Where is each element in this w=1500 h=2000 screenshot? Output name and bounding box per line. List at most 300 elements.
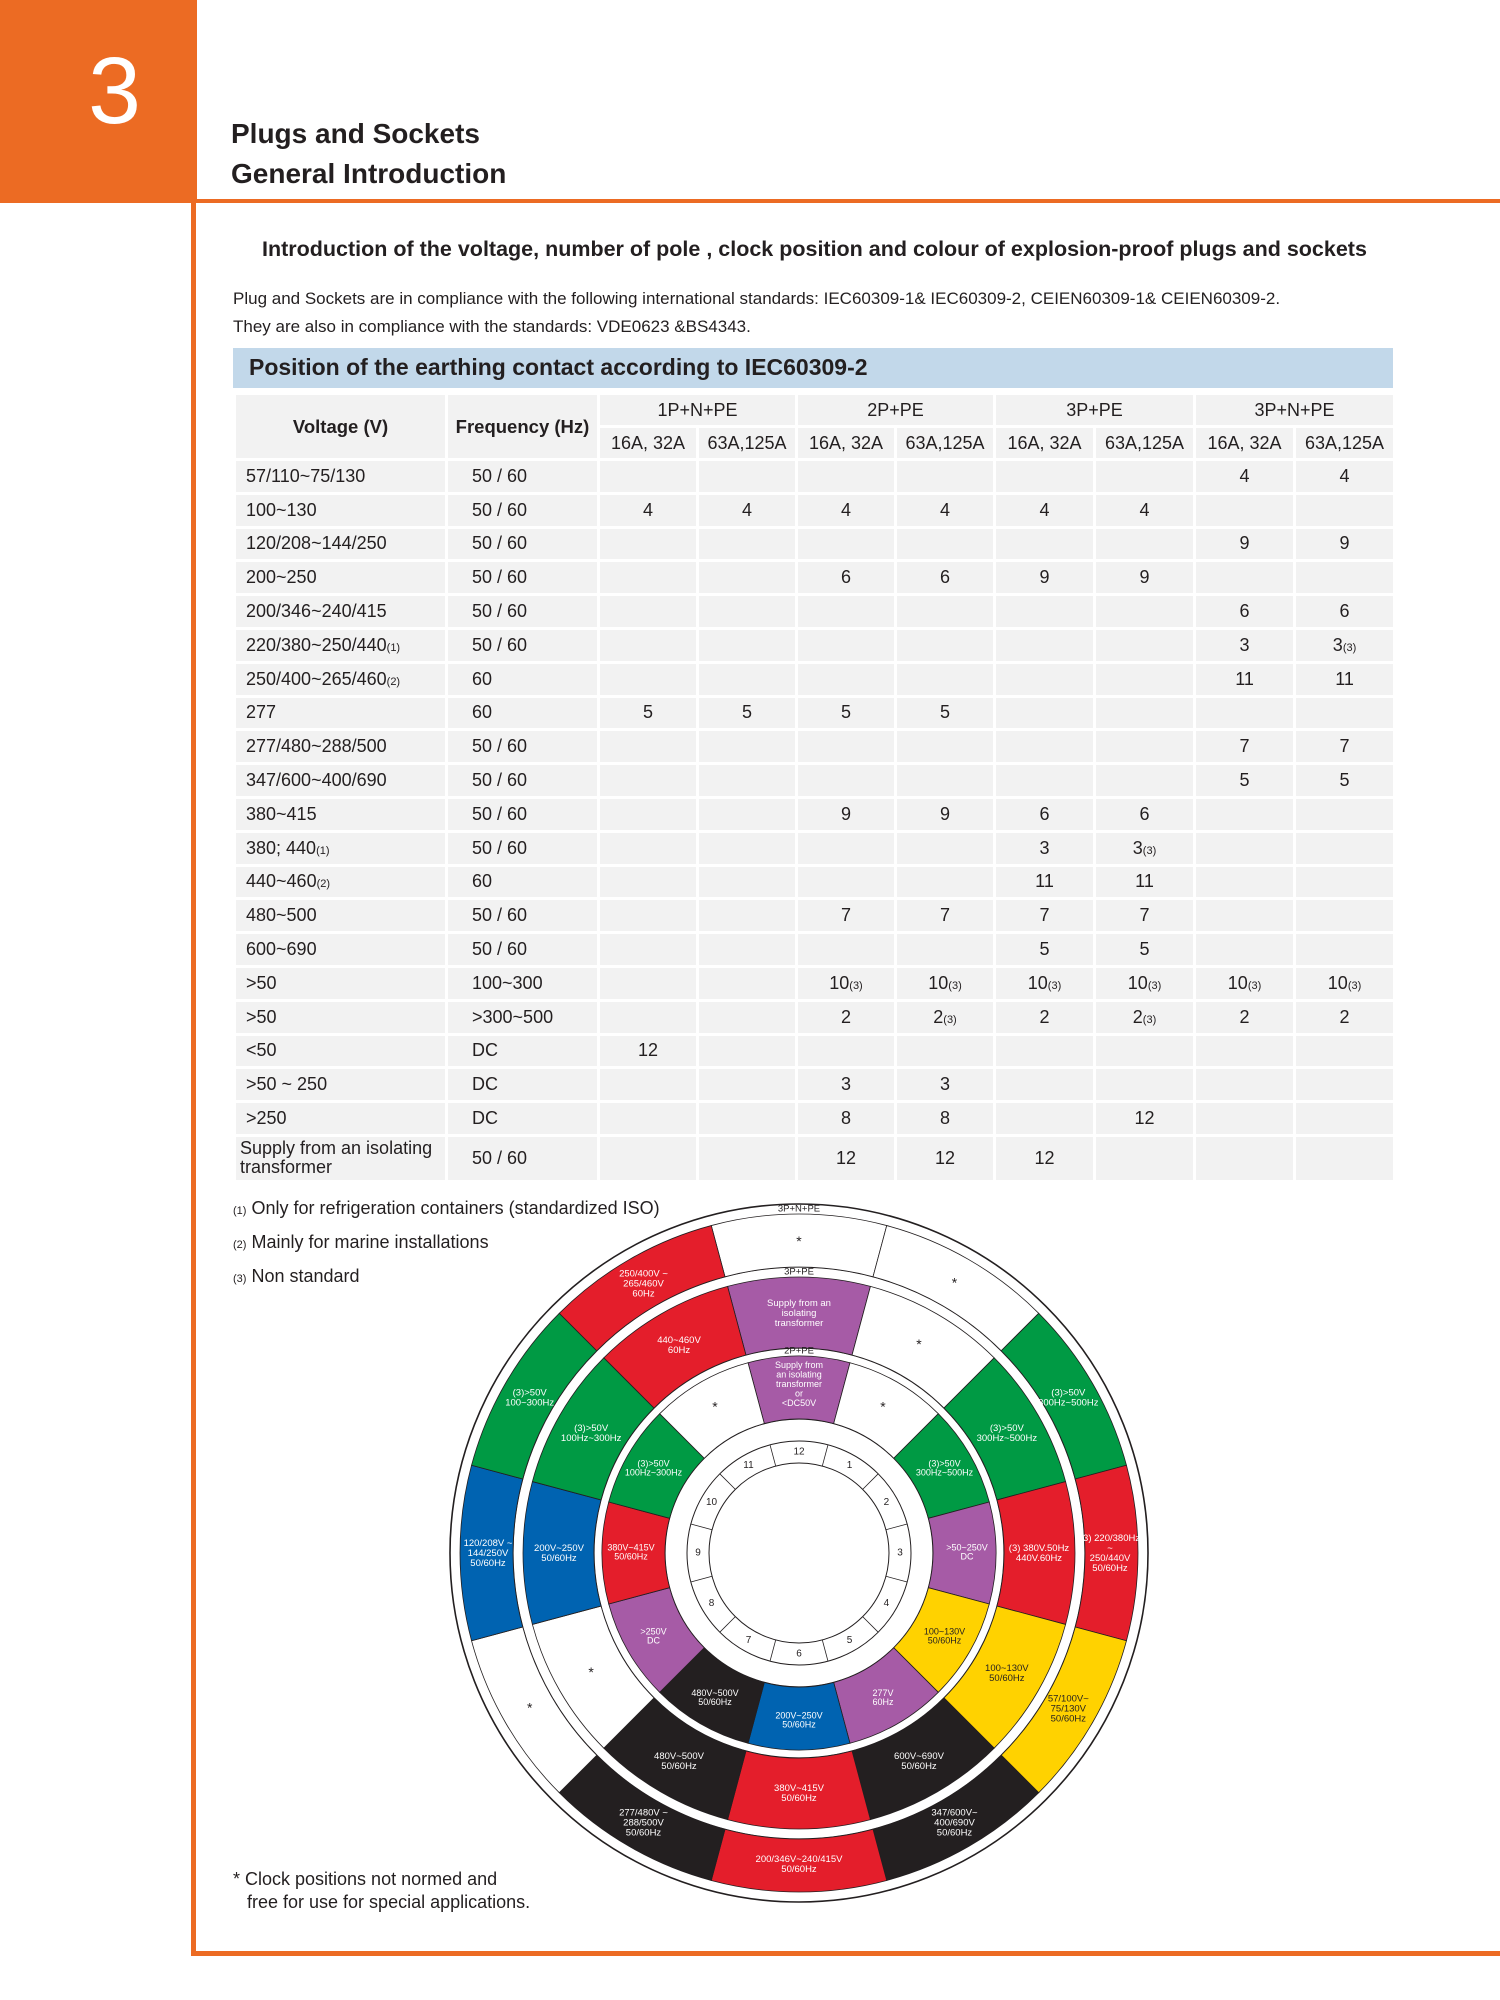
table-row [235,527,1395,561]
table-row [235,1068,1395,1102]
clock-position-cell [896,865,995,899]
clock-position-cell [1095,527,1195,561]
clock-position-cell [599,764,698,798]
clock-position-cell [1295,1102,1395,1136]
clock-position-cell [1295,1135,1395,1181]
wheel-segment-label: 200V~250V 50/60Hz [534,1542,584,1564]
footnote-1: (1) Only for refrigeration containers (standardized ISO) [233,1198,660,1218]
clock-position-cell: 6 [896,561,995,595]
wheel-segment-label: * [588,1663,594,1680]
clock-position-cell [797,595,896,629]
wheel-ring-label: 2P+PE [784,1345,814,1357]
page-subtitle: General Introduction [231,158,507,189]
clock-position-cell: 2(3) [1095,1000,1195,1034]
clock-position-cell: 3 [797,1068,896,1102]
clock-position-cell [599,966,698,1000]
table-row [235,460,1395,494]
clock-position-cell: 5 [1195,764,1295,798]
clock-position-cell [896,764,995,798]
voltage-cell: 347/600~400/690 [235,764,447,798]
clock-position-cell [698,730,797,764]
clock-position-cell [698,527,797,561]
pole-group-header: 1P+N+PE [599,394,797,427]
wheel-segment-label: * [526,1699,533,1716]
clock-position-cell [1295,933,1395,967]
clock-center [709,1463,889,1643]
voltage-cell: <50 [235,1034,447,1068]
intro-heading: Introduction of the voltage, number of pole , clock position and colour of explosion-proof plugs and sockets [262,237,1367,261]
wheel-segment-label: >50~250V DC [946,1542,988,1563]
clock-position-cell [1095,730,1195,764]
current-rating-header: 63A,125A [896,427,995,460]
clock-number: 6 [796,1648,802,1660]
clock-position-cell [698,1102,797,1136]
table-row [235,831,1395,865]
clock-position-cell [896,730,995,764]
wheel-segment-label: 480V~500V 50/60Hz [654,1750,704,1772]
clock-position-cell: 2 [1195,1000,1295,1034]
clock-position-cell: 9 [1295,527,1395,561]
clock-position-cell [1095,662,1195,696]
voltage-column-header: Voltage (V) [235,394,447,460]
clock-position-cell [1195,1135,1295,1181]
clock-position-cell [599,460,698,494]
current-rating-header: 16A, 32A [599,427,698,460]
clock-position-cell [995,1034,1095,1068]
intro-paragraph-line-2: They are also in compliance with the standards: VDE0623 &BS4343. [233,317,751,336]
clock-position-cell: 9 [896,797,995,831]
voltage-cell: 440~460(2) [235,865,447,899]
page-title: Plugs and Sockets [231,118,480,149]
clock-position-cell [599,933,698,967]
clock-position-cell [1195,1102,1295,1136]
clock-position-cell: 2 [797,1000,896,1034]
wheel-segment-label: 200V~250V 50/60Hz [775,1710,823,1731]
voltage-cell: 250/400~265/460(2) [235,662,447,696]
current-rating-header: 63A,125A [1095,427,1195,460]
wheel-segment-label: (3)>50V 300Hz~500Hz [915,1458,974,1479]
clock-position-cell [599,561,698,595]
clock-number: 4 [883,1598,890,1610]
clock-position-cell [599,730,698,764]
clock-position-cell: 11 [995,865,1095,899]
clock-position-cell: 2(3) [896,1000,995,1034]
wheel-ring-label: 3P+PE [784,1266,814,1278]
wheel-segment-label: * [916,1335,922,1352]
clock-position-cell: 6 [1295,595,1395,629]
clock-position-cell [896,460,995,494]
table-row [235,730,1395,764]
clock-position-cell: 4 [896,493,995,527]
clock-position-cell [698,595,797,629]
clock-position-cell [995,730,1095,764]
clock-position-cell [599,1102,698,1136]
wheel-segment-label: 100~130V 50/60Hz [985,1662,1029,1684]
clock-position-cell: 4 [1295,460,1395,494]
clock-position-cell [599,1135,698,1181]
clock-position-cell: 7 [1295,730,1395,764]
clock-position-cell: 12 [1095,1102,1195,1136]
clock-position-cell: 5 [1095,933,1195,967]
table-row [235,696,1395,730]
wheel-segment-label: (3) 380V.50Hz 440V.60Hz [1008,1542,1070,1564]
clock-position-cell: 10(3) [896,966,995,1000]
clock-position-cell: 5 [698,696,797,730]
clock-position-cell: 4 [1095,493,1195,527]
clock-position-cell [995,1068,1095,1102]
clock-position-cell [1195,797,1295,831]
clock-position-cell [797,764,896,798]
clock-position-cell [599,662,698,696]
frequency-cell: 50 / 60 [447,899,599,933]
clock-position-cell [698,899,797,933]
clock-position-cell [797,865,896,899]
clock-number: 5 [846,1635,853,1647]
wheel-segment-label: Supply from an isolating transformer [767,1297,831,1329]
wheel-segment-label: 250/400V ~ 265/460V 60Hz [619,1268,668,1300]
voltage-cell: 600~690 [235,933,447,967]
current-rating-header: 63A,125A [1295,427,1395,460]
clock-position-cell: 7 [1195,730,1295,764]
clock-position-cell: 12 [797,1135,896,1181]
voltage-cell: >250 [235,1102,447,1136]
clock-position-cell [698,933,797,967]
clock-position-cell [599,1068,698,1102]
clock-position-cell: 3(3) [1095,831,1195,865]
clock-position-cell [1095,1034,1195,1068]
table-row [235,561,1395,595]
voltage-cell: 380~415 [235,797,447,831]
voltage-cell: 57/110~75/130 [235,460,447,494]
wheel-segment-label: * [951,1274,958,1291]
current-rating-header: 63A,125A [698,427,797,460]
clock-position-cell [797,933,896,967]
clock-position-cell [896,527,995,561]
earthing-position-table [233,392,1396,1183]
clock-position-cell [1295,493,1395,527]
clock-position-cell [797,831,896,865]
voltage-cell: 380; 440(1) [235,831,447,865]
footnote-2: (2) Mainly for marine installations [233,1232,489,1252]
clock-position-cell [1295,831,1395,865]
voltage-cell: >50 [235,966,447,1000]
table-row [235,966,1395,1000]
clock-position-cell [995,1102,1095,1136]
clock-number: 7 [745,1635,752,1647]
current-rating-header: 16A, 32A [797,427,896,460]
clock-position-cell [1095,628,1195,662]
clock-position-cell: 9 [1195,527,1295,561]
wheel-segment-label: 440~460V 60Hz [657,1334,701,1356]
table-row [235,1135,1395,1181]
clock-position-cell [1095,764,1195,798]
clock-position-cell [896,933,995,967]
clock-position-cell [698,628,797,662]
clock-position-cell [1195,865,1295,899]
clock-position-cell [1295,561,1395,595]
frequency-cell: DC [447,1102,599,1136]
clock-position-cell [698,831,797,865]
clock-position-cell [797,527,896,561]
table-row [235,797,1395,831]
table-row [235,933,1395,967]
frequency-cell: 50 / 60 [447,831,599,865]
clock-position-cell: 7 [797,899,896,933]
voltage-cell: 200~250 [235,561,447,595]
clock-position-cell [599,797,698,831]
clock-position-cell [995,595,1095,629]
clock-position-cell: 12 [995,1135,1095,1181]
clock-position-cell: 3 [896,1068,995,1102]
clock-position-cell: 9 [995,561,1095,595]
clock-position-cell: 7 [896,899,995,933]
clock-position-cell [698,797,797,831]
clock-position-cell: 3(3) [1295,628,1395,662]
frequency-cell: 50 / 60 [447,1135,599,1181]
wheel-segment-label: 100~130V 50/60Hz [923,1626,966,1647]
clock-position-cell [896,662,995,696]
clock-position-cell: 7 [1095,899,1195,933]
clock-position-cell: 9 [1095,561,1195,595]
frequency-cell: DC [447,1034,599,1068]
clock-position-cell [995,628,1095,662]
clock-position-cell: 8 [896,1102,995,1136]
clock-position-cell [1295,797,1395,831]
clock-position-cell [995,696,1095,730]
wheel-segment-label: * [796,1232,802,1249]
clock-position-cell [797,730,896,764]
clock-position-cell [1095,460,1195,494]
voltage-cell: 200/346~240/415 [235,595,447,629]
frequency-cell: 50 / 60 [447,628,599,662]
clock-position-cell [1195,831,1295,865]
clock-position-cell [1095,595,1195,629]
frequency-cell: 60 [447,662,599,696]
wheel-segment-label: 277V 60Hz [872,1688,894,1708]
voltage-cell: 100~130 [235,493,447,527]
clock-position-cell [896,628,995,662]
clock-number: 8 [708,1598,715,1610]
clock-position-cell [1095,696,1195,730]
section-header [233,348,1393,388]
frequency-cell: 50 / 60 [447,730,599,764]
clock-position-cell [1195,696,1295,730]
clock-position-cell: 6 [1095,797,1195,831]
clock-position-cell [599,527,698,561]
table-row [235,1000,1395,1034]
wheel-segment-label: Supply from an isolating transformer or <DC50V [774,1360,824,1409]
clock-position-cell [1095,1068,1195,1102]
frequency-cell: 50 / 60 [447,797,599,831]
clock-position-cell [1295,1068,1395,1102]
clock-position-cell [995,460,1095,494]
clock-position-cell [1195,933,1295,967]
clock-position-cell [1195,899,1295,933]
clock-number: 2 [883,1497,890,1509]
wheel-segment-label: 277/480V ~ 288/500V 50/60Hz [619,1806,668,1838]
wheel-segment-label: 200/346V~240/415V 50/60Hz [755,1853,843,1875]
wheel-segment-label: 480V~500V 50/60Hz [691,1688,739,1708]
pole-group-header: 3P+N+PE [1195,394,1395,427]
clock-number: 11 [743,1460,754,1472]
voltage-cell: 277 [235,696,447,730]
frequency-cell: 50 / 60 [447,933,599,967]
frequency-cell: >300~500 [447,1000,599,1034]
table-row [235,865,1395,899]
clock-position-cell [698,966,797,1000]
table-row [235,899,1395,933]
clock-position-cell: 10(3) [797,966,896,1000]
voltage-cell: >50 ~ 250 [235,1068,447,1102]
pole-group-header: 3P+PE [995,394,1195,427]
intro-paragraph-line-1: Plug and Sockets are in compliance with the following international standards: IEC60309-1& IEC60309-2, CEIEN60309-1& CEIEN60309-2. [233,289,1281,308]
clock-position-cell [698,865,797,899]
voltage-cell: Supply from an isolating transformer [235,1135,447,1181]
pole-group-header: 2P+PE [797,394,995,427]
wheel-ring-label: 3P+N+PE [777,1203,821,1215]
wheel-segment-label: 600V~690V 50/60Hz [894,1750,944,1772]
voltage-cell: 220/380~250/440(1) [235,628,447,662]
frequency-cell: 60 [447,696,599,730]
frequency-cell: 50 / 60 [447,527,599,561]
clock-position-cell [797,628,896,662]
clock-position-cell: 2 [995,1000,1095,1034]
clock-position-cell [1295,1034,1395,1068]
clock-position-cell: 4 [797,493,896,527]
frequency-cell: 50 / 60 [447,595,599,629]
footnote-3: (3) Non standard [233,1266,360,1286]
voltage-cell: 120/208~144/250 [235,527,447,561]
clock-position-cell: 10(3) [1095,966,1195,1000]
voltage-cell: 480~500 [235,899,447,933]
chapter-number: 3 [88,38,141,144]
clock-position-cell [797,1034,896,1068]
wheel-segment-label: 120/208V ~ 144/250V 50/60Hz [463,1537,513,1569]
clock-number: 3 [897,1547,903,1559]
clock-position-cell [1295,865,1395,899]
clock-number: 12 [793,1446,805,1458]
clock-position-cell: 4 [995,493,1095,527]
clock-position-cell [896,1034,995,1068]
clock-position-cell: 5 [797,696,896,730]
clock-position-cell [698,1135,797,1181]
wheel-segment-label: 57/100V~ 75/130V 50/60Hz [1047,1693,1089,1724]
clock-position-cell: 5 [599,696,698,730]
frequency-cell: 50 / 60 [447,460,599,494]
clock-position-cell [1295,696,1395,730]
clock-position-cell: 10(3) [1195,966,1295,1000]
clock-position-cell: 12 [599,1034,698,1068]
clock-position-cell: 7 [995,899,1095,933]
wheel-segment-label: * [712,1398,718,1415]
wheel-segment-label: >250V DC [640,1626,667,1647]
clock-position-cell [1095,1135,1195,1181]
clock-position-cell [599,628,698,662]
table-row [235,595,1395,629]
clock-position-cell [698,1068,797,1102]
clock-position-cell [1295,899,1395,933]
clock-position-cell [797,460,896,494]
clock-position-cell: 5 [1295,764,1395,798]
wheel-segment-label: * [880,1398,886,1415]
clock-position-cell: 9 [797,797,896,831]
clock-number: 1 [846,1460,853,1472]
clock-position-cell: 11 [1295,662,1395,696]
current-rating-header: 16A, 32A [995,427,1095,460]
clock-position-cell: 11 [1095,865,1195,899]
clock-position-cell: 3 [1195,628,1295,662]
table-row [235,493,1395,527]
wheel-segment-label: 380V~415V 50/60Hz [774,1782,824,1804]
voltage-cell: >50 [235,1000,447,1034]
clock-position-cell: 6 [1195,595,1295,629]
clock-position-cell: 12 [896,1135,995,1181]
wheel-segment-label: (3)>50V 100Hz~300Hz [624,1458,683,1479]
clock-position-cell [797,662,896,696]
clock-position-cell: 4 [1195,460,1295,494]
clock-position-cell: 3 [995,831,1095,865]
frequency-column-header: Frequency (Hz) [447,394,599,460]
clock-position-cell [698,764,797,798]
clock-position-cell: 4 [599,493,698,527]
clock-position-cell [599,899,698,933]
frequency-cell: DC [447,1068,599,1102]
clock-position-wheel [449,1203,1149,1903]
clock-position-cell: 6 [797,561,896,595]
clock-position-cell [599,1000,698,1034]
clock-position-cell: 5 [896,696,995,730]
table-row [235,1034,1395,1068]
voltage-cell: 277/480~288/500 [235,730,447,764]
clock-position-cell [698,460,797,494]
clock-position-cell: 6 [995,797,1095,831]
clock-number: 9 [695,1547,701,1559]
clock-position-cell [1195,561,1295,595]
side-rule [191,203,196,1956]
clock-position-cell [995,527,1095,561]
table-row [235,764,1395,798]
clock-position-cell: 11 [1195,662,1295,696]
wheel-segment-label: 347/600V~ 400/690V 50/60Hz [931,1806,978,1838]
clock-position-cell [698,1034,797,1068]
clock-position-cell [1195,1034,1295,1068]
wheel-segment-label: 380V~415V 50/60Hz [607,1542,655,1563]
clock-position-cell [995,764,1095,798]
header-rule [197,199,1500,203]
table-row [235,628,1395,662]
frequency-cell: 60 [447,865,599,899]
clock-position-cell: 10(3) [1295,966,1395,1000]
clock-position-cell: 4 [698,493,797,527]
wheel-segment-label: (3)>50V 100~300Hz [505,1387,555,1409]
wheel-segment-label: (3)>50V 100Hz~300Hz [560,1422,622,1444]
current-rating-header: 16A, 32A [1195,427,1295,460]
section-title: Position of the earthing contact according to IEC60309-2 [249,354,868,380]
clock-position-cell [896,595,995,629]
clock-position-cell: 8 [797,1102,896,1136]
clock-position-cell [599,865,698,899]
clock-position-cell [698,561,797,595]
frequency-cell: 50 / 60 [447,493,599,527]
table-row [235,1102,1395,1136]
clock-position-cell [698,662,797,696]
clock-position-cell: 5 [995,933,1095,967]
wheel-segment-label: (3) 220/380Hz ~ 250/440V 50/60Hz [1079,1532,1141,1574]
clock-position-cell [1195,1068,1295,1102]
clock-number: 10 [705,1497,718,1509]
clock-positions-note: * Clock positions not normed and free for use for special applications. [233,1869,531,1912]
clock-position-cell: 10(3) [995,966,1095,1000]
